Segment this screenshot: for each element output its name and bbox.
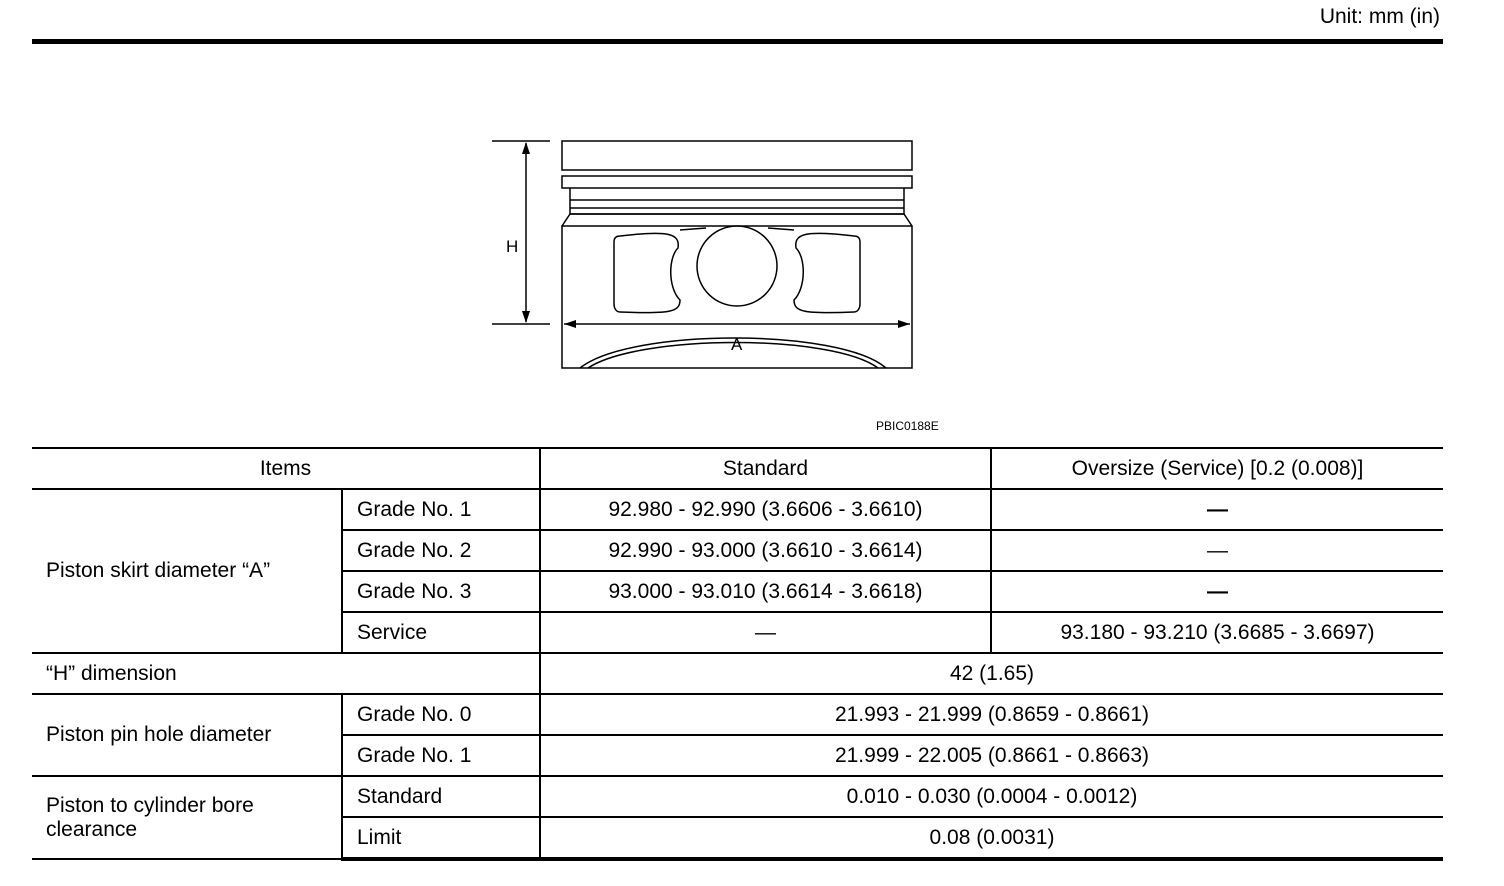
oversize-cell: — [991,530,1443,571]
skirt-label: Piston skirt diameter “A” [32,489,342,653]
piston-pin-boss [697,226,777,306]
table-row [32,653,1443,694]
pin-hole-label: Piston pin hole diameter [32,694,342,776]
table-row [32,776,1443,817]
piston-window-right [794,233,860,312]
grade-cell: Standard [342,776,540,817]
grade-cell: Grade No. 0 [342,694,540,735]
grade-cell: Grade No. 1 [342,489,540,530]
standard-cell: 92.980 - 92.990 (3.6606 - 3.6610) [540,489,991,530]
value-cell: 21.993 - 21.999 (0.8659 - 0.8661) [540,694,1443,735]
header-standard: Standard [540,448,991,489]
table-row [32,489,1443,530]
table-header-row [32,448,1443,489]
h-dimension-value: 42 (1.65) [540,653,1443,694]
piston-crown [562,141,912,170]
standard-cell: — [540,612,991,653]
piston-window-left [614,233,680,312]
oversize-cell: — [991,571,1443,612]
piston-spec-table [32,447,1443,861]
a-label: A [731,335,743,354]
header-oversize: Oversize (Service) [0.2 (0.008)] [991,448,1443,489]
piston-diagram [480,128,940,378]
grade-cell: Service [342,612,540,653]
header-items: Items [32,448,540,489]
value-cell: 0.08 (0.0031) [540,817,1443,859]
value-cell: 21.999 - 22.005 (0.8661 - 0.8663) [540,735,1443,776]
clearance-label: Piston to cylinder bore clearance [32,776,342,859]
standard-cell: 93.000 - 93.010 (3.6614 - 3.6618) [540,571,991,612]
unit-label: Unit: mm (in) [1319,5,1440,28]
h-dimension-label: “H” dimension [32,653,540,694]
oversize-cell: — [991,489,1443,530]
grade-cell: Grade No. 1 [342,735,540,776]
grade-cell: Limit [342,817,540,859]
oversize-cell: 93.180 - 93.210 (3.6685 - 3.6697) [991,612,1443,653]
value-cell: 0.010 - 0.030 (0.0004 - 0.0012) [540,776,1443,817]
header-rule [32,39,1443,44]
grade-cell: Grade No. 3 [342,571,540,612]
grade-cell: Grade No. 2 [342,530,540,571]
standard-cell: 92.990 - 93.000 (3.6610 - 3.6614) [540,530,991,571]
figure-id: PBIC0188E [876,419,939,433]
table-row [32,694,1443,735]
h-label: H [506,237,519,256]
piston-ring-land [562,176,912,188]
